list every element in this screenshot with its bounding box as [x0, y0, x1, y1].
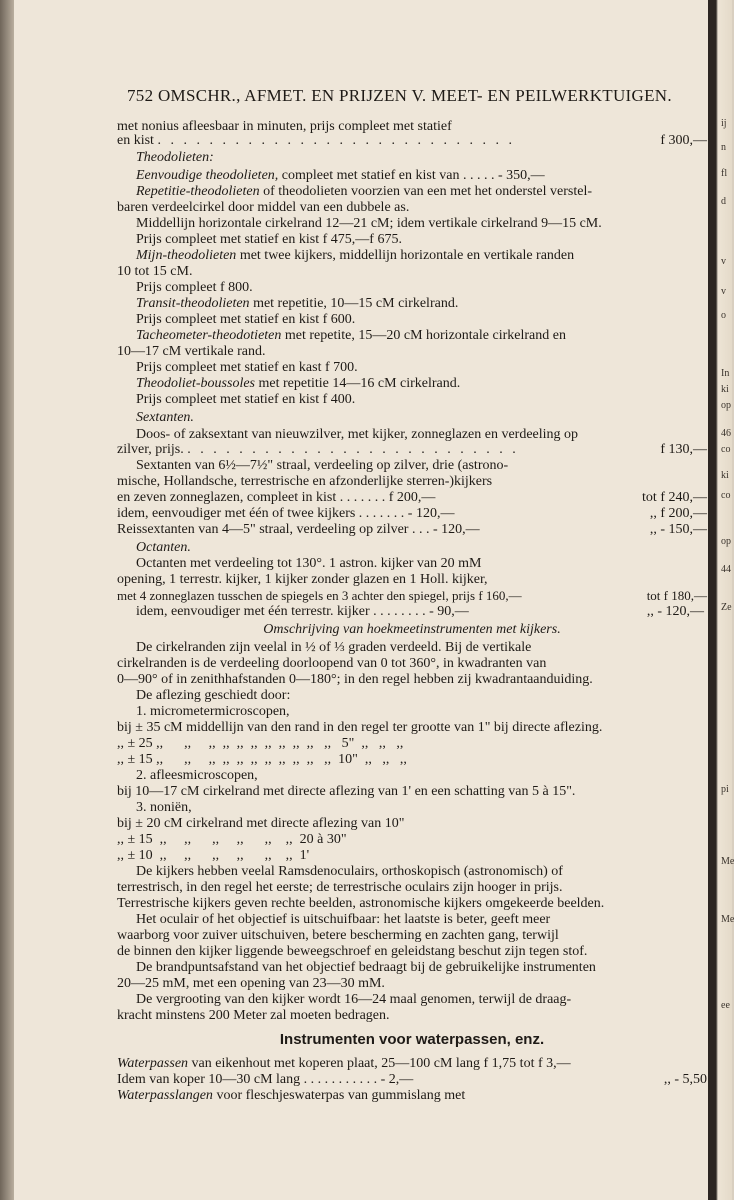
text-line — [136, 184, 704, 200]
text-line: De aflezing geschiedt door: — [136, 688, 291, 703]
scan-left-margin — [0, 0, 14, 1200]
edge-fragment: fl — [721, 168, 728, 179]
line-text: met repetitie 14—16 cM cirkelrand. — [255, 376, 461, 391]
text-line: Prijs compleet met statief en kast f 700. — [136, 360, 358, 375]
text-line: Het oculair of het objectief is uitschuifbaar: het laatste is beter, geeft meer — [136, 912, 551, 927]
edge-fragment: Me — [721, 856, 734, 867]
text-line: ,, ± 10 ,, ,, ,, ,, ,, ,, 1' — [117, 848, 310, 863]
text-line: De brandpuntsafstand van het objectief bedraagt bij de gebruikelijke instrumenten — [136, 960, 596, 975]
text-line — [117, 1056, 707, 1072]
text-line: 20—25 mM, met een opening van 23—30 mM. — [117, 976, 385, 991]
edge-fragment: op — [721, 400, 731, 411]
price-line — [117, 588, 707, 604]
term: Waterpassen — [117, 1056, 189, 1071]
text-line: 10—17 cM vertikale rand. — [117, 344, 266, 359]
text-line: de binnen den kijker liggende beweegschroef en geleidstang beschut zijn tegen stof. — [117, 944, 588, 959]
section-heading: Sextanten. — [136, 410, 194, 425]
term: Waterpasslangen — [117, 1088, 213, 1103]
edge-fragment: ki — [721, 384, 729, 395]
edge-fragment: d — [721, 196, 726, 207]
text-line — [136, 296, 704, 312]
edge-fragment: v — [721, 256, 726, 267]
edge-fragment: ki — [721, 470, 729, 481]
text-line: Prijs compleet met statief en kist f 600. — [136, 312, 356, 327]
text-line: cirkelranden is de verdeeling doorloopend van 0 tot 360°, in kwadranten van — [117, 656, 547, 671]
edge-fragment: 44 — [721, 564, 731, 575]
line-text: of theodolieten voorzien van een met het onderstel verstel- — [259, 184, 593, 199]
text-line: 0—90° of in zenithhafstanden 0—180°; in den regel hebben zij kwadrantaanduiding. — [117, 672, 593, 687]
edge-fragment: v — [721, 286, 726, 297]
text-line: ,, ± 25 ,, ,, ,, ,, ,, ,, ,, ,, ,, ,, ,, 5" ,, ,, ,, — [117, 736, 404, 751]
text-line: Prijs compleet met statief en kist f 475,—f 675. — [136, 232, 402, 247]
price: tot f 240,— — [642, 490, 707, 505]
text-line: Terrestrische kijkers geven rechte beelden, astronomische kijkers omgekeerde beelden. — [117, 896, 605, 911]
text-line: De vergrooting van den kijker wordt 16—24 maal genomen, terwijl de draag- — [136, 992, 572, 1007]
text-line: ,, ± 15 ,, ,, ,, ,, ,, ,, 20 à 30" — [117, 832, 347, 847]
text-line — [117, 1088, 707, 1104]
line-text: met twee kijkers, middellijn horizontale en vertikale randen — [236, 248, 575, 263]
price-line — [136, 604, 704, 620]
text-line: bij ± 35 cM middellijn van den rand in den regel ter grootte van 1" bij directe aflezing. — [117, 720, 603, 735]
line-text: en zeven zonneglazen, compleet in kist . . . . . . . f 200,— — [117, 490, 436, 505]
text-line: waarborg voor zuiver uitschuiven, betere bescherming en zachten gang, terwijl — [117, 928, 559, 943]
line-text: zilver, prijs. — [117, 442, 184, 457]
price-line — [117, 133, 707, 149]
price-line — [117, 442, 707, 458]
section-heading: Theodolieten: — [136, 150, 214, 165]
list-item: 1. micrometermicroscopen, — [136, 704, 290, 719]
price-line — [117, 522, 707, 538]
edge-fragment: co — [721, 444, 731, 455]
text-line: Prijs compleet f 800. — [136, 280, 253, 295]
term: Eenvoudige theodolieten, — [136, 168, 279, 183]
line-text: compleet met statief en kist van . . . . . - 350,— — [278, 168, 545, 183]
text-line: 10 tot 15 cM. — [117, 264, 193, 279]
text-line — [136, 248, 704, 264]
price: ,, - 150,— — [649, 522, 707, 537]
text-line: ,, ± 15 ,, ,, ,, ,, ,, ,, ,, ,, ,, ,, ,, 10" ,, ,, ,, — [117, 752, 407, 767]
text-line: De cirkelranden zijn veelal in ½ of ⅓ graden verdeeld. Bij de vertikale — [136, 640, 532, 655]
price: tot f 180,— — [646, 588, 707, 603]
price-line — [117, 490, 707, 506]
term: Transit-theodolieten — [136, 296, 250, 311]
line-text: idem, eenvoudiger met één of twee kijkers . . . . . . . - 120,— — [117, 506, 455, 521]
price: f 300,— — [660, 133, 707, 148]
text-line — [136, 328, 704, 344]
line-text: voor fleschjeswaterpas van gummislang met — [212, 1088, 466, 1103]
leader-dots: . . . . . . . . . . . . . . . . . . . . . . . . . . . . — [157, 133, 515, 148]
edge-fragment: ee — [721, 1000, 730, 1011]
edge-fragment: Me — [721, 914, 734, 925]
line-text: en kist — [117, 133, 154, 148]
line-text: Reissextanten van 4—5" straal, verdeeling op zilver . . . - 120,— — [117, 522, 480, 537]
next-page-edge — [708, 0, 732, 1200]
text-line: kracht minstens 200 Meter zal moeten bedragen. — [117, 1008, 390, 1023]
list-item: 2. afleesmicroscopen, — [136, 768, 258, 783]
section-title: Instrumenten voor waterpassen, enz. — [279, 1031, 545, 1048]
section-heading: Omschrijving van hoekmeetinstrumenten met kijkers. — [263, 622, 561, 637]
term: Mijn-theodolieten — [136, 248, 237, 263]
text-line: De kijkers hebben veelal Ramsdenoculairs, orthoskopisch (astronomisch) of — [136, 864, 563, 879]
term: Tacheometer-theodotieten — [136, 328, 282, 343]
line-text: met repetite, 15—20 cM horizontale cirkelrand en — [281, 328, 566, 343]
edge-fragment: Ze — [721, 602, 732, 613]
text-line: bij ± 20 cM cirkelrand met directe aflezing van 10" — [117, 816, 405, 831]
page-header: 752 OMSCHR., AFMET. EN PRIJZEN V. MEET- EN PEILWERKTUIGEN. — [127, 86, 672, 105]
text-line: Doos- of zaksextant van nieuwzilver, met kijker, zonneglazen en verdeeling op — [136, 427, 579, 442]
term: Theodoliet-boussoles — [136, 376, 255, 391]
list-item: 3. noniën, — [136, 800, 192, 815]
line-text: Idem van koper 10—30 cM lang . . . . . . . . . . . - 2,— — [117, 1072, 414, 1087]
text-line — [136, 376, 704, 392]
line-text: idem, eenvoudiger met één terrestr. kijker . . . . . . . . - 90,— — [136, 604, 469, 619]
edge-fragment: ij — [721, 118, 727, 129]
line-text: van eikenhout met koperen plaat, 25—100 cM lang f 1,75 tot f 3,— — [188, 1056, 571, 1071]
price: f 130,— — [660, 442, 707, 457]
text-line: met nonius afleesbaar in minuten, prijs compleet met statief — [117, 119, 452, 134]
section-heading: Octanten. — [136, 540, 191, 555]
price-line — [117, 506, 707, 522]
text-line: terrestrisch, in den regel het eerste; de terrestrische oculairs zijn hooger in prijs. — [117, 880, 563, 895]
edge-fragment: 46 — [721, 428, 731, 439]
text-line: Sextanten van 6½—7½" straal, verdeeling op zilver, drie (astrono- — [136, 458, 509, 473]
price: ,, f 200,— — [649, 506, 707, 521]
edge-fragment: pi — [721, 784, 729, 795]
price-line — [117, 1072, 707, 1088]
text-line: Middellijn horizontale cirkelrand 12—21 cM; idem vertikale cirkelrand 9—15 cM. — [136, 216, 602, 231]
text-line: Prijs compleet met statief en kist f 400. — [136, 392, 356, 407]
edge-fragment: o — [721, 310, 726, 321]
text-line: Octanten met verdeeling tot 130°. 1 astron. kijker van 20 mM — [136, 556, 482, 571]
text-line: mische, Hollandsche, terrestrische en afzonderlijke sterren-)kijkers — [117, 474, 493, 489]
text-line: opening, 1 terrestr. kijker, 1 kijker zonder glazen en 1 Holl. kijker, — [117, 572, 488, 587]
leader-dots: . . . . . . . . . . . . . . . . . . . . . . . . . . — [187, 442, 519, 457]
line-text: met repetitie, 10—15 cM cirkelrand. — [249, 296, 459, 311]
text-line: bij 10—17 cM cirkelrand met directe aflezing van 1' en een schatting van 5 à 15". — [117, 784, 576, 799]
term: Repetitie-theodolieten — [136, 184, 260, 199]
edge-fragment: co — [721, 490, 731, 501]
text-line — [136, 168, 704, 184]
line-text: met 4 zonneglazen tusschen de spiegels en 3 achter den spiegel, prijs f 160,— — [117, 588, 522, 603]
text-line: baren verdeelcirkel door middel van een dubbele as. — [117, 200, 410, 215]
edge-fragment: op — [721, 536, 731, 547]
edge-fragment: In — [721, 368, 730, 379]
price: ,, - 5,50 — [663, 1072, 707, 1087]
price: ,, - 120,— — [646, 604, 704, 619]
edge-fragment: n — [721, 142, 726, 153]
